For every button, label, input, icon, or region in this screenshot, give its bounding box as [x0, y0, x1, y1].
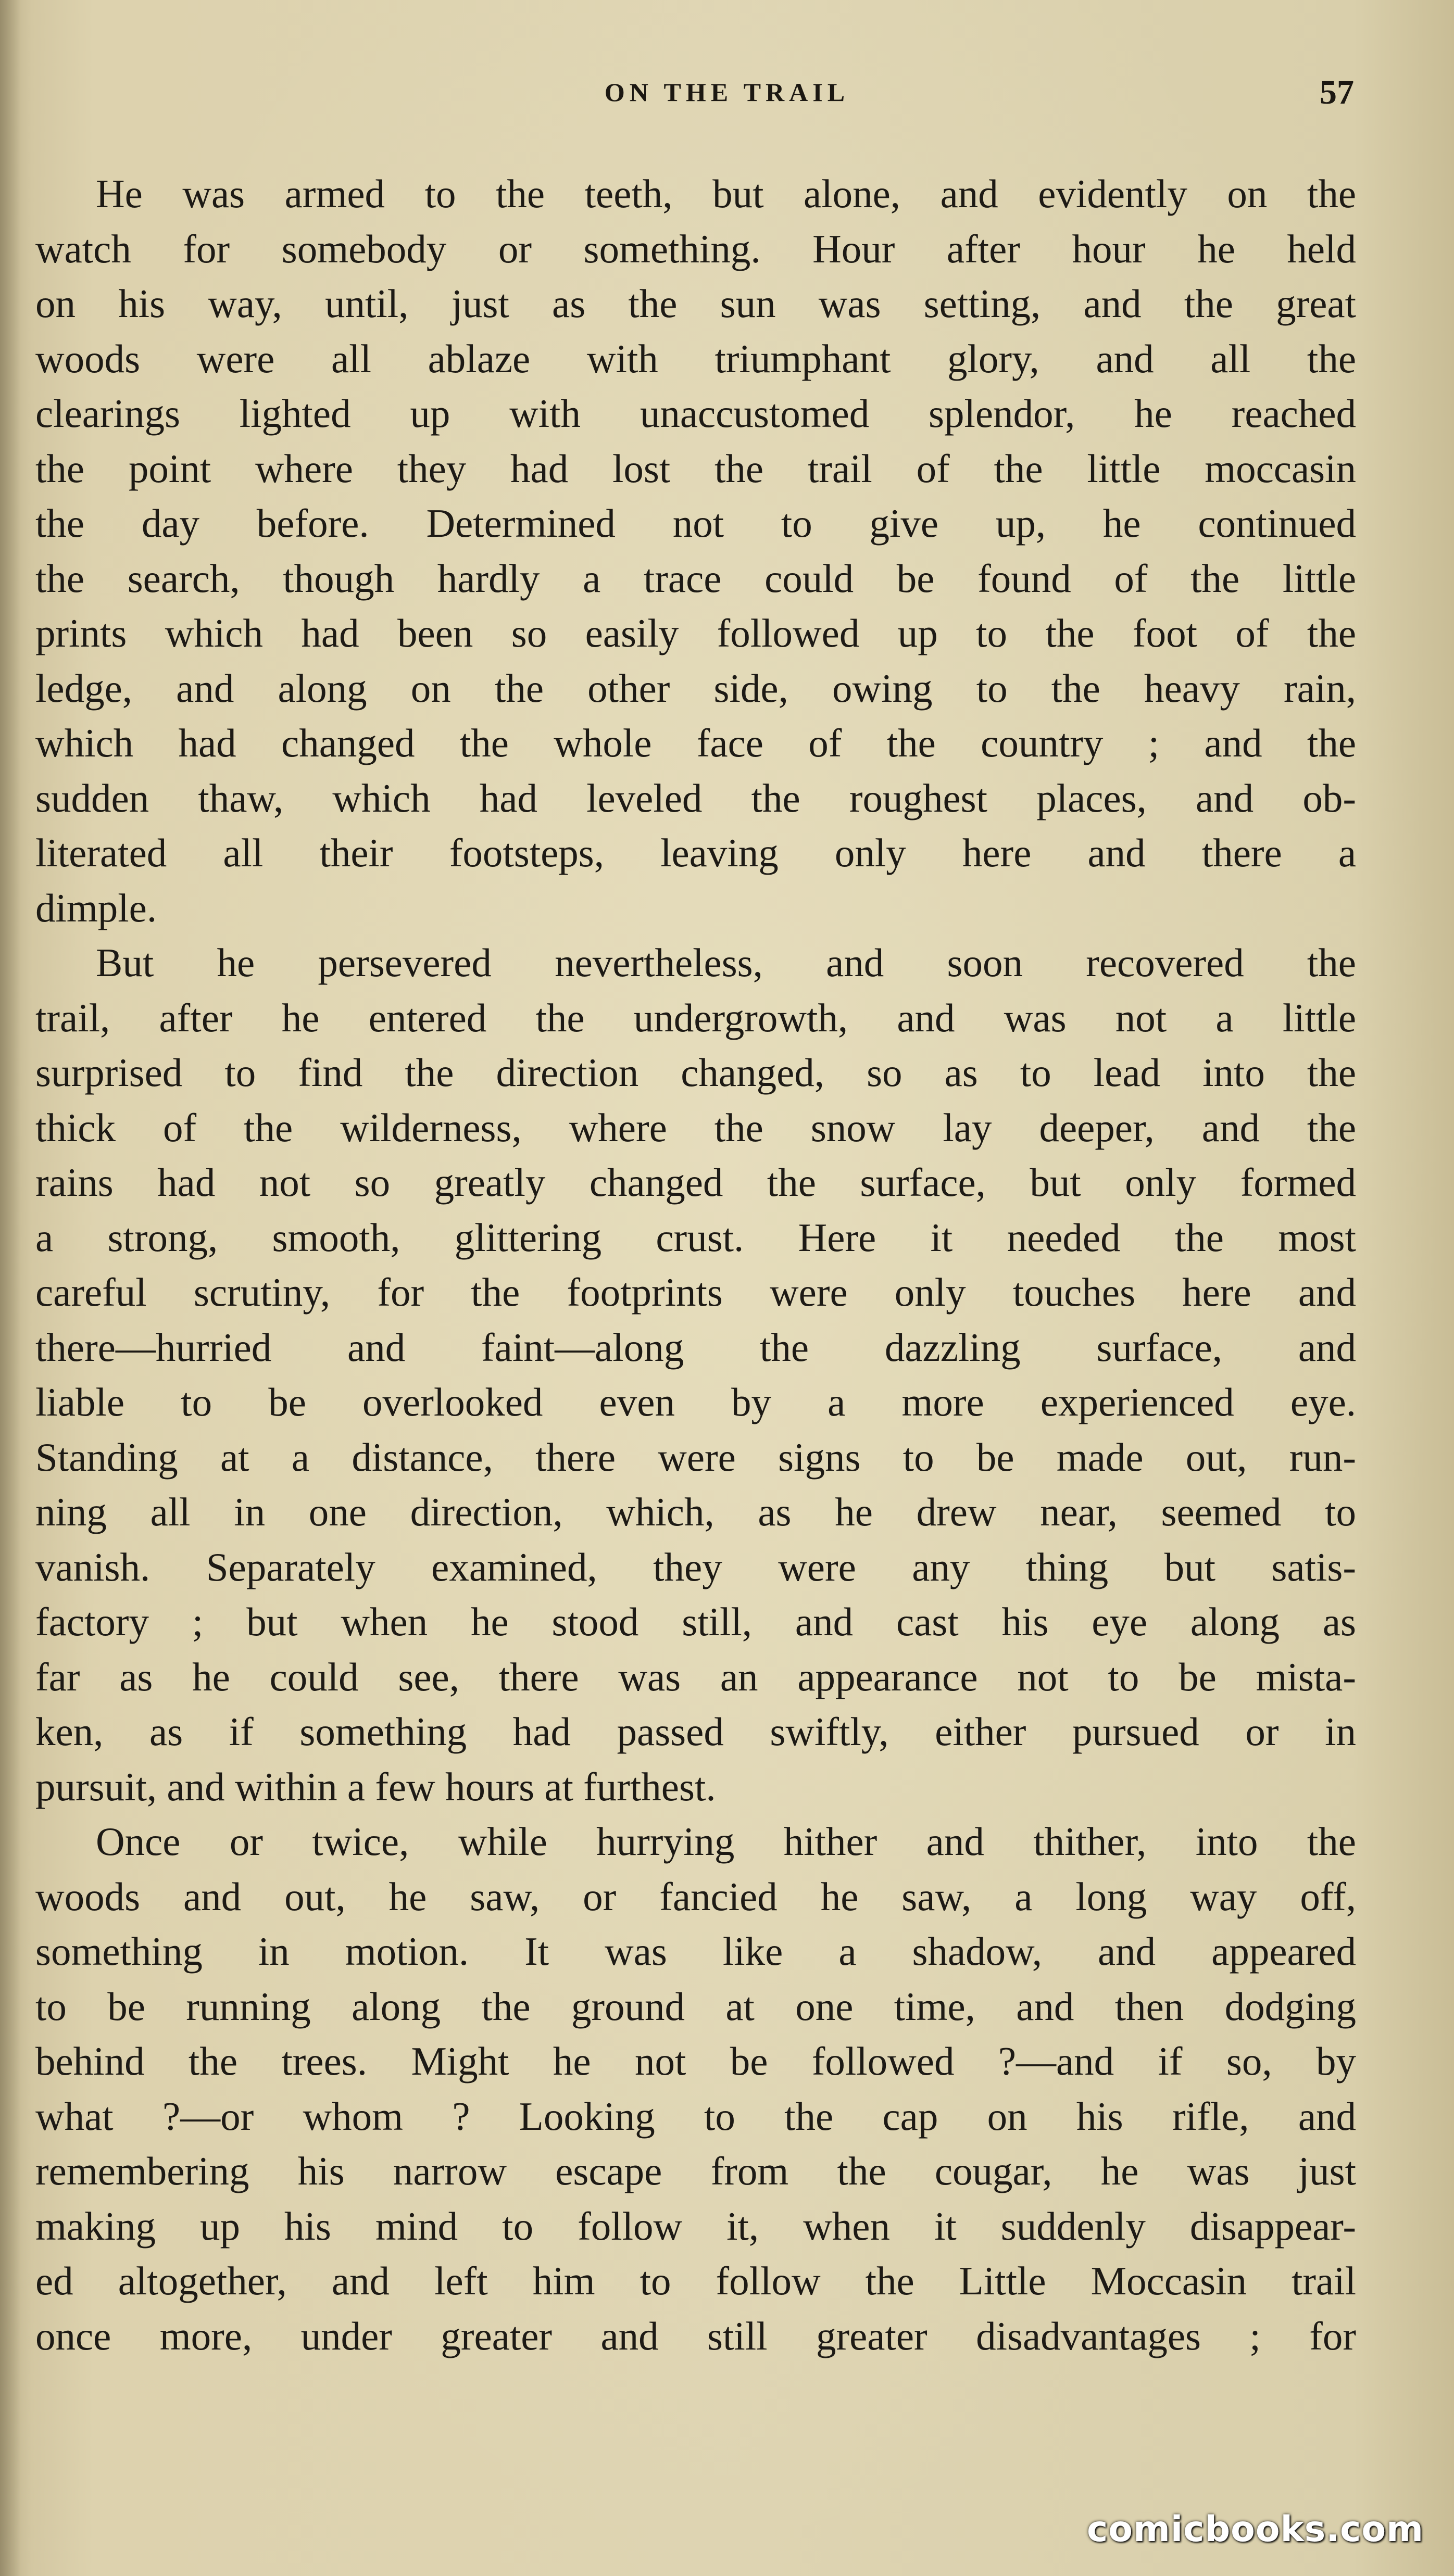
text-line: pursuit, and within a few hours at furthest.: [35, 1764, 716, 1809]
text-line: But he persevered nevertheless, and soon recovered the: [96, 940, 1356, 985]
running-head-title: ON THE TRAIL: [604, 78, 850, 107]
text-line: once more, under greater and still greater disadvantages ; for: [35, 2313, 1356, 2358]
text-line: liable to be overlooked even by a more experienced eye.: [35, 1380, 1356, 1424]
text-line: ed altogether, and left him to follow the Little Moccasin trail: [35, 2258, 1356, 2303]
page-number: 57: [1320, 73, 1354, 111]
text-line: a strong, smooth, glittering crust. Here it needed the most: [35, 1215, 1356, 1260]
text-line: to be running along the ground at one time, and then dodging: [35, 1984, 1356, 2029]
text-line: which had changed the whole face of the country ; and the: [35, 721, 1356, 765]
text-line: vanish. Separately examined, they were any thing but satis-: [35, 1544, 1356, 1589]
text-line: the search, though hardly a trace could be found of the little: [35, 555, 1356, 601]
text-line: factory ; but when he stood still, and cast his eye along as: [35, 1599, 1356, 1644]
text-line: Once or twice, while hurrying hither and thither, into the: [96, 1819, 1356, 1864]
text-line: thick of the wilderness, where the snow lay deeper, and the: [35, 1105, 1356, 1150]
text-line: surprised to find the direction changed, so as to lead into the: [35, 1050, 1356, 1095]
text-line: woods and out, he saw, or fancied he saw, a long way off,: [35, 1874, 1356, 1919]
text-line: remembering his narrow escape from the cougar, he was just: [35, 2149, 1356, 2193]
text-line: sudden thaw, which had leveled the roughest places, and ob-: [35, 775, 1356, 820]
text-line: literated all their footsteps, leaving only here and there a: [35, 830, 1356, 875]
text-line: ledge, and along on the other side, owing to the heavy rain,: [35, 665, 1356, 711]
text-line: far as he could see, there was an appearance not to be mista-: [35, 1654, 1356, 1699]
text-line: clearings lighted up with unaccustomed splendor, he reached: [35, 391, 1356, 436]
body-text: [35, 167, 1356, 2364]
text-line: dimple.: [35, 885, 157, 930]
text-line: woods were all ablaze with triumphant glory, and all the: [35, 336, 1356, 381]
text-line: careful scrutiny, for the footprints were only touches here and: [35, 1270, 1356, 1315]
text-line: something in motion. It was like a shadow, and appeared: [35, 1929, 1356, 1974]
text-line: Standing at a distance, there were signs to be made out, run-: [35, 1434, 1356, 1480]
text-line: prints which had been so easily followed up to the foot of the: [35, 611, 1356, 655]
text-line: watch for somebody or something. Hour after hour he held: [35, 226, 1356, 271]
text-line: what ?—or whom ? Looking to the cap on his rifle, and: [35, 2093, 1356, 2139]
text-line: on his way, until, just as the sun was setting, and the great: [35, 281, 1356, 326]
text-line: trail, after he entered the undergrowth, and was not a little: [35, 995, 1356, 1040]
watermark: comicbooks.com: [1086, 2509, 1424, 2550]
text-line: the day before. Determined not to give up, he continued: [35, 501, 1356, 546]
text-line: there—hurried and faint—along the dazzling surface, and: [35, 1324, 1356, 1370]
running-head: [0, 68, 1454, 125]
text-line: rains had not so greatly changed the surface, but only formed: [35, 1160, 1356, 1205]
text-line: ning all in one direction, which, as he drew near, seemed to: [35, 1489, 1356, 1534]
text-line: ken, as if something had passed swiftly, either pursued or in: [35, 1709, 1356, 1754]
text-line: making up his mind to follow it, when it suddenly disappear-: [35, 2203, 1356, 2249]
text-line: the point where they had lost the trail of the little moccasin: [35, 446, 1356, 491]
text-line: He was armed to the teeth, but alone, and evidently on the: [96, 171, 1356, 216]
text-line: behind the trees. Might he not be followed ?—and if so, by: [35, 2039, 1356, 2083]
